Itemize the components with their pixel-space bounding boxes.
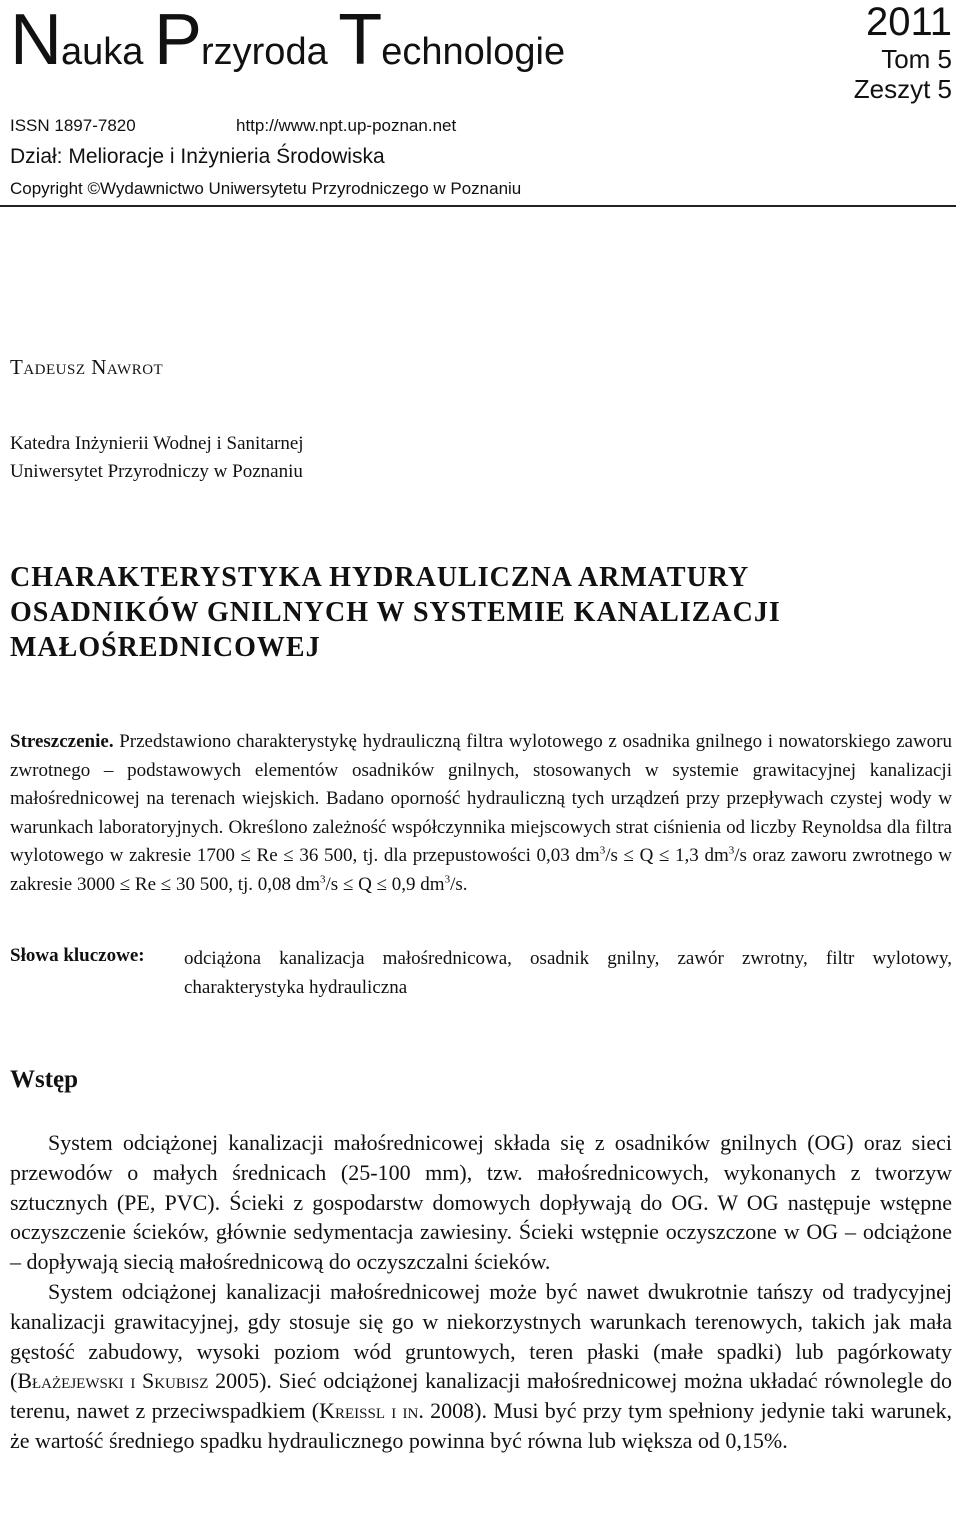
header-divider (0, 205, 956, 207)
keywords-label: Słowa kluczowe: (10, 945, 145, 966)
copyright-publisher: Wydawnictwo Uniwersytetu Przyrodniczego w Poznaniu (100, 179, 522, 198)
copyright-label: Copyright (10, 179, 88, 198)
abstract-text: /s oraz zaworu zwrotnego w zakresie 3000 ≤ Re ≤ 30 500, tj. 0,08 dm (10, 845, 952, 895)
intro-paragraph: System odciążonej kanalizacji małośrednicowej składa się z osadników gnilnych (OG) oraz sieci przewodów o małych średnicach (25-100 mm), tzw. małośrednicowych, wykonanych z tworzyw sztucznych (PE, PVC). Ścieki z gospodarstw domowych dopływają do OG. W OG następuje wstępne oczyszczenie ścieków, głównie sedymentacja zawiesiny. Ścieki wstępnie oczyszczone w OG – odciążone – dopływają siecią małośrednicową do oczyszczalni ścieków. (10, 1130, 952, 1275)
intro-text: System odciążonej kanalizacji małośrednicowej może być nawet dwukrotnie tańszy od tradycyjnej kanalizacji grawitacyjnej, gdy stosuje się go w niekorzystnych warunkach terenowych, takich jak mała gęstość zabudowy, wysoki poziom wód gruntowych, teren płaski (małe spadki) lub pagórkowaty ( (10, 1278, 952, 1394)
journal-title-initial-t: T (338, 0, 382, 80)
copyright-icon: © (87, 179, 101, 198)
abstract-text: /s ≤ Q ≤ 0,9 dm (325, 873, 445, 895)
journal-url[interactable]: http://www.npt.up-poznan.net (236, 116, 457, 135)
journal-title-word-technologie: echnologie (381, 31, 566, 73)
author-department: Katedra Inżynierii Wodnej i Sanitarnej (10, 433, 304, 454)
issn: ISSN 1897-7820 (10, 116, 136, 135)
issue-number: Zeszyt 5 (853, 74, 952, 104)
abstract-text: /s ≤ Q ≤ 1,3 dm (605, 845, 729, 867)
journal-title-initial-p: P (153, 0, 201, 80)
abstract (10, 728, 952, 900)
copyright-line (10, 179, 521, 199)
intro-paragraph (10, 1277, 952, 1456)
article-title-line: MAŁOŚREDNICOWEJ (10, 632, 321, 663)
intro-text: 2008). Musi być przy tym spełniony jedynie taki warunek, że wartość średniego spadku hydraulicznego powinna być równa lub większa od 0,15%. (10, 1398, 952, 1453)
article-title (10, 560, 910, 665)
section-heading-intro: Wstęp (10, 1066, 79, 1093)
superscript: 3 (728, 845, 735, 858)
superscript: 3 (320, 873, 326, 886)
keywords-text: odciążona kanalizacja małośrednicowa, osadnik gnilny, zawór zwrotny, filtr wylotowy, charakterystyka hydrauliczna (184, 948, 952, 998)
author-affiliation (10, 430, 304, 486)
journal-title-word-przyroda: rzyroda (201, 31, 339, 73)
superscript: 3 (599, 845, 606, 858)
intro-text: 2005). Sieć odciążonej kanalizacji małośrednicowej można układać równolegle do terenu, nawet z przeciwspadkiem ( (10, 1368, 952, 1424)
article-title-line: CHARAKTERYSTYKA HYDRAULICZNA ARMATURY (10, 562, 750, 593)
section-name: Dział: Melioracje i Inżynieria Środowiska (10, 145, 385, 168)
author-university: Uniwersytet Przyrodniczy w Poznaniu (10, 461, 303, 482)
journal-title-initial-n: N (10, 0, 61, 80)
issue-year: 2011 (865, 0, 952, 44)
citation: Błażejewski i Skubisz (17, 1368, 209, 1394)
journal-title (10, 0, 565, 80)
intro-body (10, 1128, 952, 1456)
author-name: Tadeusz Nawrot (10, 355, 164, 379)
superscript: 3 (444, 873, 451, 886)
journal-title-word-nauka: auka (61, 31, 154, 73)
abstract-text: /s. (450, 873, 468, 895)
issue-info (854, 0, 952, 104)
abstract-text: Przedstawiono charakterystykę hydrauliczną filtra wylotowego z osadnika gnilnego i nowatorskiego zaworu zwrotnego – podstawowych elementów osadników gnilnych, stosowanych w systemie grawitacyjnej kanalizacji małośrednicowej na terenach wiejskich. Badano oporność hydrauliczną tych urządzeń przy przepływach czystej wody w warunkach laboratoryjnych. Określono zależność współczynnika miejscowych strat ciśnienia od liczby Reynoldsa dla filtra wylotowego w zakresie 1700 ≤ Re ≤ 36 500, tj. dla przepustowości 0,03 dm (10, 731, 952, 867)
article-title-line: OSADNIKÓW GNILNYCH W SYSTEMIE KANALIZACJI (10, 597, 781, 628)
abstract-label: Streszczenie. (10, 731, 114, 752)
issue-volume: Tom 5 (881, 44, 952, 74)
citation: Kreissl i in. (319, 1398, 424, 1424)
